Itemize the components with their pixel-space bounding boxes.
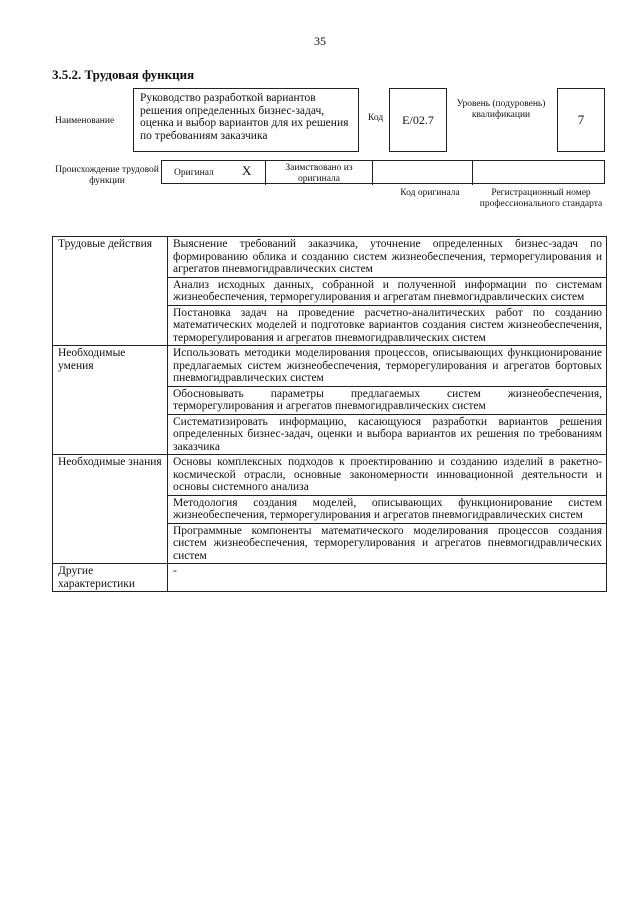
knowledge-item: Основы комплексных подходов к проектированию и созданию изделий в ракетно-космической отрасли, основные закономерности инновационной деятельности и основы системного анализа <box>168 455 607 496</box>
level-value-box: 7 <box>557 88 605 152</box>
origin-label: Происхождение трудовой функции <box>55 165 159 186</box>
knowledge-item: Программные компоненты математического моделирования процессов создания систем жизнеобеспечения, терморегулирования и агрегатов пневмогидравлических систем <box>168 523 607 564</box>
knowledge-label: Необходимые знания <box>53 455 168 564</box>
labor-action-item: Анализ исходных данных, собранной и полученной информации по системам жизнеобеспечения, терморегулирования и агрегатам пневмогидравлических систем <box>168 277 607 305</box>
skills-label: Необходимые умения <box>53 346 168 455</box>
skill-item: Систематизировать информацию, касающуюся разработки вариантов решения определенных бизнес-задач, оценки и выбора вариантов их решения по требованиям заказчика <box>168 414 607 455</box>
code-original-label: Код оригинала <box>400 188 460 198</box>
skill-item: Обосновывать параметры предлагаемых систем жизнеобеспечения, терморегулирования и агрегатов пневмогидравлических систем <box>168 386 607 414</box>
labor-action-item: Выяснение требований заказчика, уточнение определенных бизнес-задач по формированию облика и созданию систем жизнеобеспечения, терморегулирования и агрегатов пневмогидравлических систем <box>168 237 607 278</box>
origin-row <box>161 160 605 184</box>
table-row <box>53 564 607 592</box>
other-characteristics-label: Другие характеристики <box>53 564 168 592</box>
labor-actions-label: Трудовые действия <box>53 237 168 346</box>
name-label: Наименование <box>55 116 115 126</box>
section-title: 3.5.2. Трудовая функция <box>52 67 195 82</box>
registration-number-cell <box>473 161 605 185</box>
level-label: Уровень (подуровень) квалификации <box>456 99 546 120</box>
other-characteristics-value: - <box>168 564 607 592</box>
page-number: 35 <box>314 34 326 48</box>
table-row <box>53 346 607 387</box>
skill-item: Использовать методики моделирования процессов, описывающих функционирование предлагаемых систем жизнеобеспечения, терморегулирования и агрегатов бортовых пневмогидравлических систем <box>168 346 607 387</box>
table-row <box>53 455 607 496</box>
function-name-box: Руководство разработкой вариантов решения определенных бизнес-задач, оценка и выбор вариантов для их решения по требованиям заказчика <box>133 88 359 152</box>
labor-function-table <box>52 236 607 592</box>
borrowed-label: Заимствовано из оригинала <box>266 161 373 185</box>
original-code-cell <box>373 161 473 185</box>
labor-action-item: Постановка задач на проведение расчетно-аналитических работ по созданию математических моделей и подготовке вариантов создания систем жизнеобеспечения, терморегулирования и агрегатов пневмогидравлических систем <box>168 305 607 346</box>
code-label: Код <box>368 113 384 123</box>
original-cell <box>162 161 266 185</box>
original-label: Оригинал <box>174 168 214 178</box>
original-mark: X <box>242 163 252 178</box>
registration-label: Регистрационный номер профессионального стандарта <box>479 188 603 209</box>
knowledge-item: Методология создания моделей, описывающих функционирование систем жизнеобеспечения, терморегулирования и агрегатов пневмогидравлических систем <box>168 495 607 523</box>
table-row <box>53 237 607 278</box>
code-value-box: E/02.7 <box>389 88 447 152</box>
